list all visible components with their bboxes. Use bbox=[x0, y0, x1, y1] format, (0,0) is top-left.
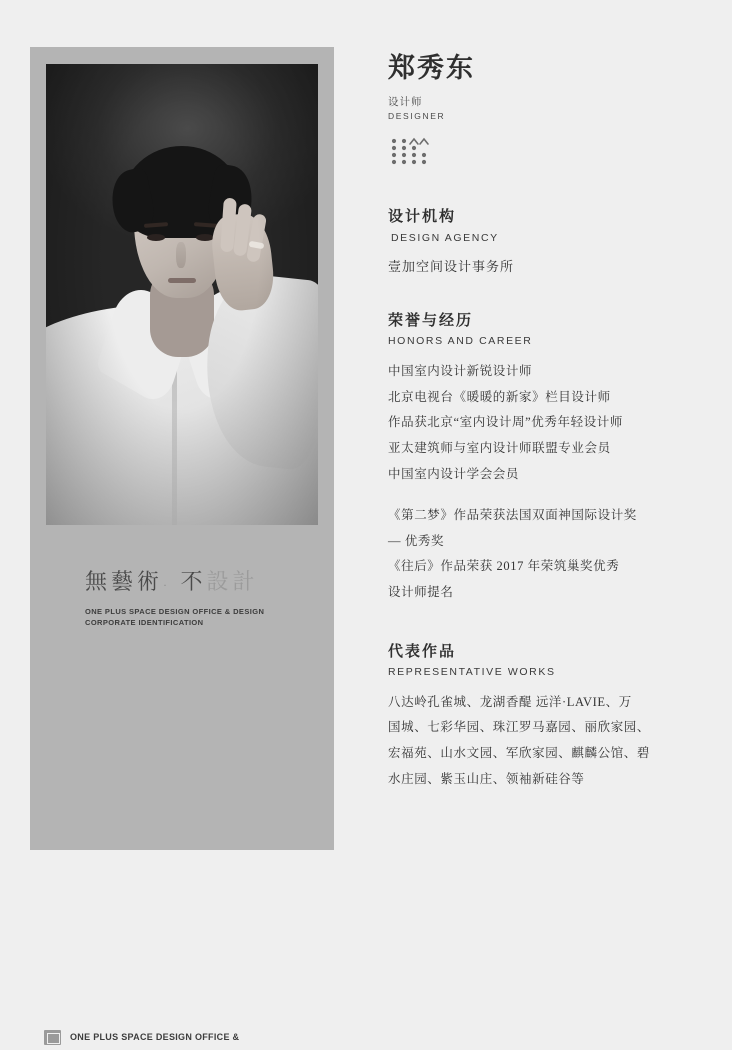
list-item: 中国室内设计新锐设计师 bbox=[388, 364, 533, 378]
portrait-vignette bbox=[46, 64, 318, 525]
honors-title-cn: 荣誉与经历 bbox=[388, 312, 474, 329]
section-honors bbox=[388, 309, 698, 606]
list-item: 设计师提名 bbox=[388, 585, 454, 599]
list-item: 《往后》作品荣获 2017 年荣筑巢奖优秀 bbox=[388, 559, 620, 574]
section-works bbox=[388, 640, 698, 793]
card-brand-dot: · bbox=[163, 578, 172, 592]
list-item: 《第二梦》作品荣获法国双面神国际设计奖 bbox=[388, 508, 637, 523]
list-item: 中国室内设计学会会员 bbox=[388, 466, 520, 481]
works-title-en: REPRESENTATIVE WORKS bbox=[388, 665, 556, 678]
list-item: 作品获北京“室内设计周”优秀年轻设计师 bbox=[388, 415, 623, 430]
portrait-photo bbox=[46, 64, 318, 525]
square-logo-icon bbox=[44, 1030, 61, 1045]
profile-column bbox=[388, 46, 698, 792]
photo-card bbox=[30, 47, 334, 850]
portrait-image bbox=[46, 64, 318, 525]
card-brand-english-line-2: CORPORATE IDENTIFICATION bbox=[85, 618, 204, 628]
list-item: 宏福苑、山水文园、军欣家园、麒麟公馆、碧 bbox=[388, 745, 651, 760]
section-agency bbox=[388, 205, 698, 275]
footer-text: ONE PLUS SPACE DESIGN OFFICE & bbox=[70, 1032, 240, 1042]
agency-title-cn: 设计机构 bbox=[388, 208, 457, 225]
dots-logo-icon bbox=[388, 137, 450, 171]
list-item: 八达岭孔雀城、龙湖香醍 远洋·LAVIE、万 bbox=[388, 694, 632, 709]
role-label-cn: 设计师 bbox=[388, 96, 423, 108]
card-brand-english bbox=[85, 606, 305, 629]
card-brand-part-1: 無藝術 bbox=[85, 569, 164, 594]
card-brand-chinese bbox=[85, 565, 305, 596]
list-item: 亚太建筑师与室内设计师联盟专业会员 bbox=[388, 440, 611, 455]
role-label-en: DESIGNER bbox=[388, 111, 446, 121]
card-brand-part-3: 設 bbox=[206, 569, 233, 594]
list-item: — 优秀奖 bbox=[388, 533, 445, 548]
card-brand-part-2: 不 bbox=[180, 569, 207, 594]
agency-title-en: DESIGN AGENCY bbox=[391, 232, 499, 244]
honors-list-primary bbox=[388, 359, 698, 487]
list-item: 水庄园、紫玉山庄、领袖新硅谷等 bbox=[388, 771, 585, 786]
works-list bbox=[388, 690, 698, 793]
card-brand-lockup bbox=[85, 565, 305, 629]
honors-list-awards bbox=[388, 503, 698, 606]
card-brand-english-line-1: ONE PLUS SPACE DESIGN OFFICE & DESIGN bbox=[85, 607, 265, 616]
footer bbox=[44, 1024, 239, 1050]
agency-value: 壹加空间设计事务所 bbox=[388, 259, 515, 274]
list-item: 国城、七彩华园、珠江罗马嘉园、丽欣家园、 bbox=[388, 720, 651, 735]
honors-spacer bbox=[388, 487, 698, 503]
list-item: 北京电视台《暖暖的新家》栏目设计师 bbox=[388, 389, 611, 404]
page-title: 郑秀东 bbox=[388, 53, 475, 83]
honors-title-en: HONORS AND CAREER bbox=[388, 335, 533, 347]
works-title-cn: 代表作品 bbox=[388, 642, 457, 660]
card-brand-part-4: 計 bbox=[232, 569, 259, 594]
